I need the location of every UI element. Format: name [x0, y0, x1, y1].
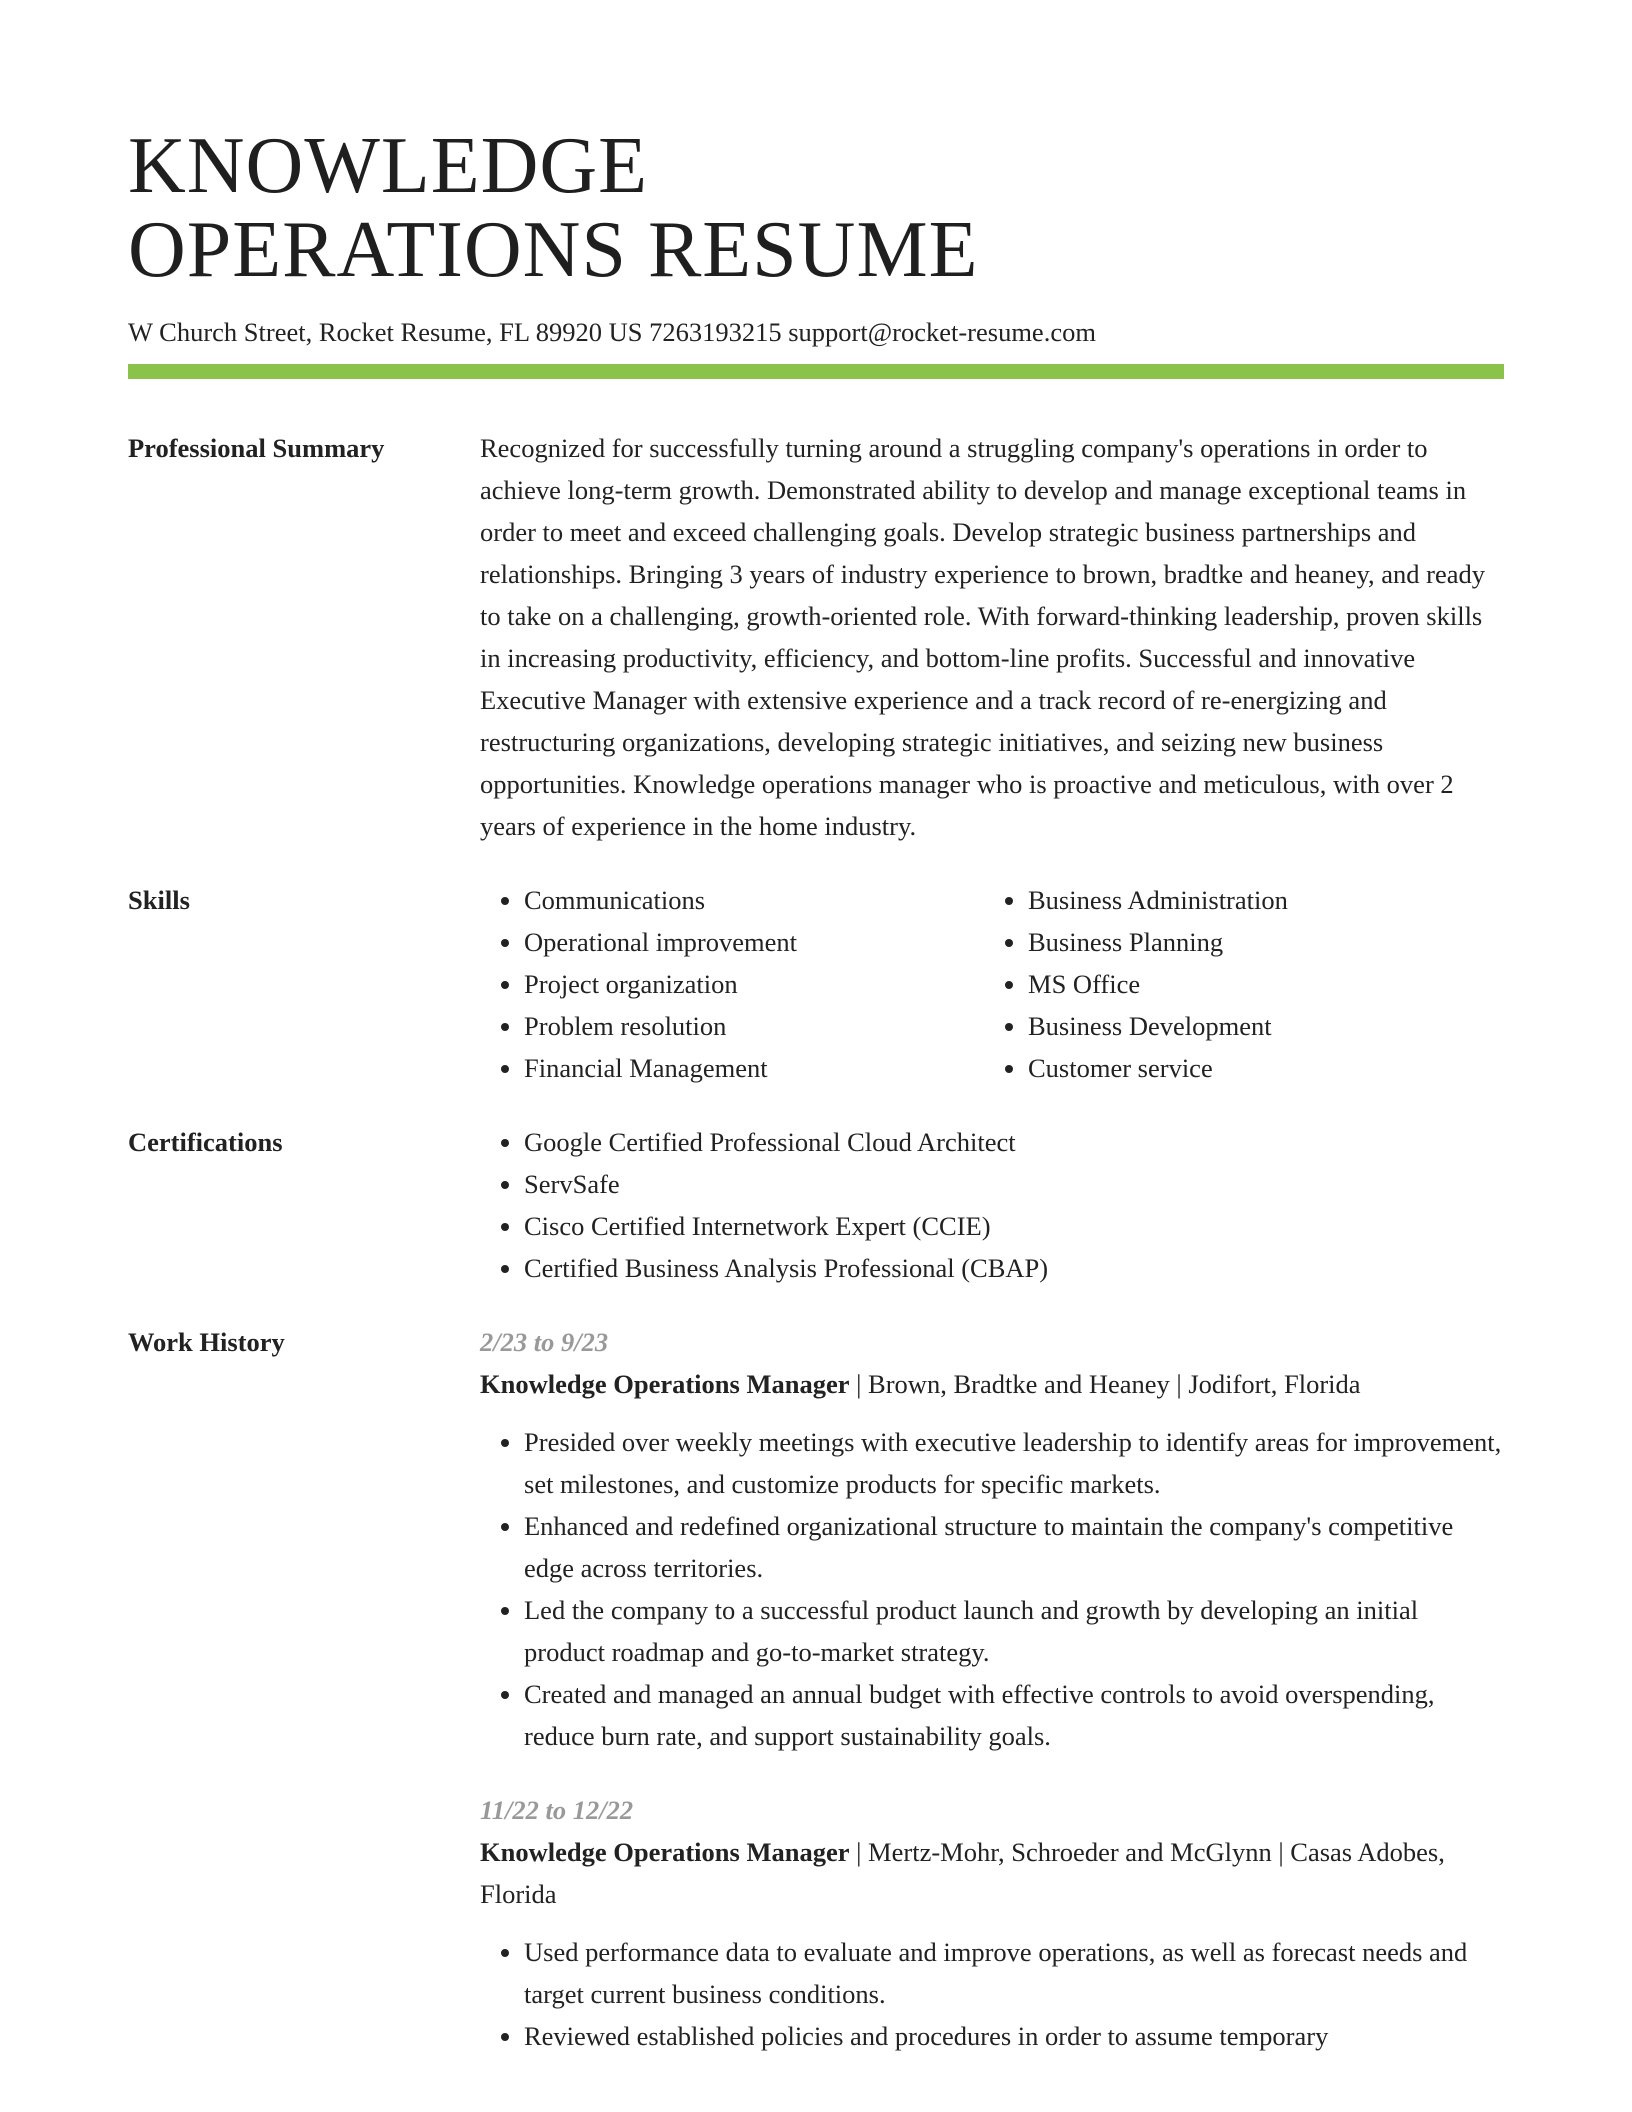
job-title: Knowledge Operations Manager [480, 1837, 850, 1867]
title-line-1: KNOWLEDGE [128, 122, 648, 210]
job-bullets [480, 1931, 1504, 2057]
job-entry [480, 1321, 1504, 1757]
work-history-body [480, 1321, 1504, 2057]
job-details: | Mertz-Mohr, Schroeder and McGlynn | Casas Adobes, Florida [480, 1837, 1445, 1909]
job-title: Knowledge Operations Manager [480, 1369, 850, 1399]
job-bullet: • Enhanced and redefined organizational structure to maintain the company's competitive edge across territories. [524, 1505, 1504, 1589]
job-bullet: • Reviewed established policies and procedures in order to assume temporary [524, 2015, 1504, 2057]
certifications-body [480, 1121, 1504, 1289]
section-label-summary: Professional Summary [128, 433, 385, 463]
job-bullet: • Used performance data to evaluate and improve operations, as well as forecast needs and target current business conditions. [524, 1931, 1504, 2015]
resume-page [128, 124, 1504, 2057]
skills-section [128, 879, 1504, 1089]
job-details: | Brown, Bradtke and Heaney | Jodifort, Florida [849, 1369, 1361, 1399]
certification-item: • Google Certified Professional Cloud Architect [524, 1121, 1504, 1163]
job-heading [480, 1831, 1504, 1915]
skills-body [480, 879, 1504, 1089]
skill-item: • Business Planning [1028, 921, 1548, 963]
skill-item: • Financial Management [524, 1047, 984, 1089]
certification-item: • Cisco Certified Internetwork Expert (CCIE) [524, 1205, 1504, 1247]
accent-divider [128, 364, 1504, 379]
certification-item: • Certified Business Analysis Professional (CBAP) [524, 1247, 1504, 1289]
certifications-section [128, 1121, 1504, 1289]
skills-column-2 [984, 879, 1548, 1089]
job-dates: 2/23 to 9/23 [480, 1327, 609, 1357]
skill-item: • Customer service [1028, 1047, 1548, 1089]
job-entry [480, 1789, 1504, 2057]
contact-info: W Church Street, Rocket Resume, FL 89920 US 7263193215 support@rocket-resume.com [128, 317, 1096, 347]
job-bullet: • Created and managed an annual budget with effective controls to avoid overspending, reduce burn rate, and support sustainability goals. [524, 1673, 1504, 1757]
skill-item: • Problem resolution [524, 1005, 984, 1047]
certifications-list [480, 1121, 1504, 1289]
work-history-section [128, 1321, 1504, 2057]
skills-column-1 [480, 879, 984, 1089]
title-line-2: OPERATIONS RESUME [128, 206, 979, 294]
skill-item: • Project organization [524, 963, 984, 1005]
job-heading [480, 1363, 1504, 1405]
job-bullet: • Led the company to a successful product launch and growth by developing an initial product roadmap and go-to-market strategy. [524, 1589, 1504, 1673]
section-label-work-history: Work History [128, 1327, 285, 1357]
section-label-certifications: Certifications [128, 1127, 283, 1157]
certification-item: • ServSafe [524, 1163, 1504, 1205]
job-bullet: • Presided over weekly meetings with executive leadership to identify areas for improvement, set milestones, and customize products for specific markets. [524, 1421, 1504, 1505]
resume-title [128, 124, 1504, 292]
skill-item: • Communications [524, 879, 984, 921]
summary-section [128, 427, 1504, 847]
skills-grid [480, 879, 1504, 1089]
summary-text: Recognized for successfully turning around a struggling company's operations in order to achieve long-term growth. Demonstrated ability to develop and manage exceptional teams in order to meet and exceed challenging goals. Develop strategic business partnerships and relationships. Bringing 3 years of industry experience to brown, bradtke and heaney, and ready to take on a challenging, growth-oriented role. With forward-thinking leadership, proven skills in increasing productivity, efficiency, and bottom-line profits. Successful and innovative Executive Manager with extensive experience and a track record of re-energizing and restructuring organizations, developing strategic initiatives, and seizing new business opportunities. Knowledge operations manager who is proactive and meticulous, with over 2 years of experience in the home industry. [480, 433, 1485, 841]
job-dates: 11/22 to 12/22 [480, 1795, 634, 1825]
skill-item: • Business Administration [1028, 879, 1548, 921]
section-label-skills: Skills [128, 885, 190, 915]
job-bullets [480, 1421, 1504, 1757]
skill-item: • Operational improvement [524, 921, 984, 963]
skill-item: • MS Office [1028, 963, 1548, 1005]
skill-item: • Business Development [1028, 1005, 1548, 1047]
